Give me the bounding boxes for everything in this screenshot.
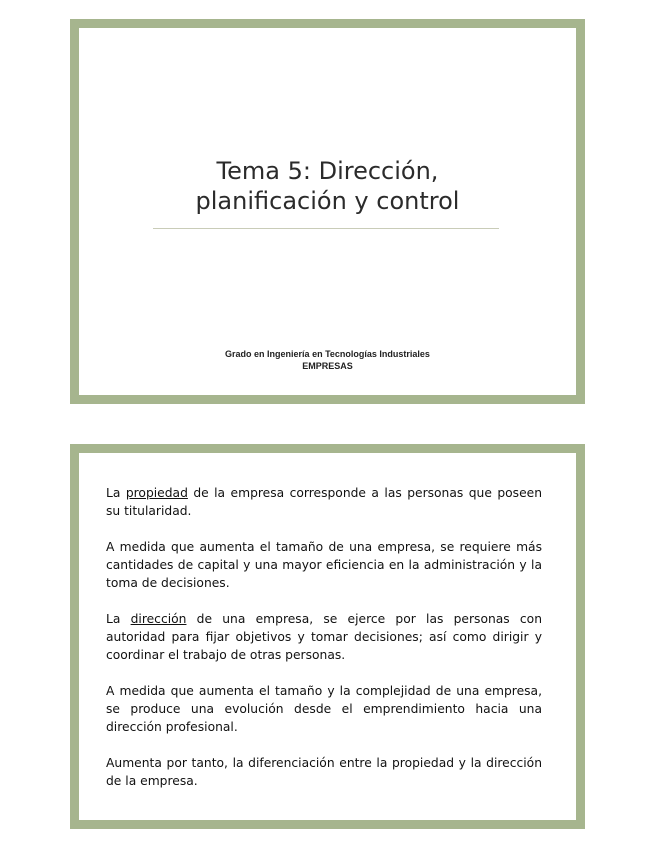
paragraph-3-text: de una empresa, se ejerce por las personas con autoridad para fijar objetivos y tomar decisiones; así como dirigir y coordinar el trabajo de otras personas. [106, 612, 542, 662]
title-divider [153, 228, 499, 229]
paragraph-1-text: de la empresa corresponde a las personas que poseen su titularidad. [106, 486, 542, 518]
paragraph-capital: A medida que aumenta el tamaño de una empresa, se requiere más cantidades de capital y una mayor eficiencia en la administración y la toma de decisiones. [106, 540, 542, 590]
degree-name: Grado en Ingeniería en Tecnologías Industriales [225, 349, 430, 359]
course-name: EMPRESAS [302, 361, 353, 371]
content-slide [70, 444, 585, 829]
slide-title-line-2: planificación y control [195, 187, 460, 215]
paragraph-diferenciacion: Aumenta por tanto, la diferenciación entre la propiedad y la dirección de la empresa. [106, 756, 542, 788]
paragraph-1-prefix: La [106, 486, 126, 500]
term-direccion: dirección [130, 612, 187, 626]
paragraph-propiedad [106, 484, 542, 520]
slide-title [79, 156, 576, 216]
slide-title-line-1: Tema 5: Dirección, [216, 157, 439, 185]
slide-body [106, 484, 542, 790]
paragraph-evolucion: A medida que aumenta el tamaño y la complejidad de una empresa, se produce una evolución desde el emprendimiento hacia una dirección profesional. [106, 684, 542, 734]
slide-subtitle [79, 348, 576, 372]
term-propiedad: propiedad [125, 486, 188, 500]
paragraph-3-prefix: La [106, 612, 131, 626]
paragraph-direccion [106, 610, 542, 664]
title-slide [70, 19, 585, 404]
